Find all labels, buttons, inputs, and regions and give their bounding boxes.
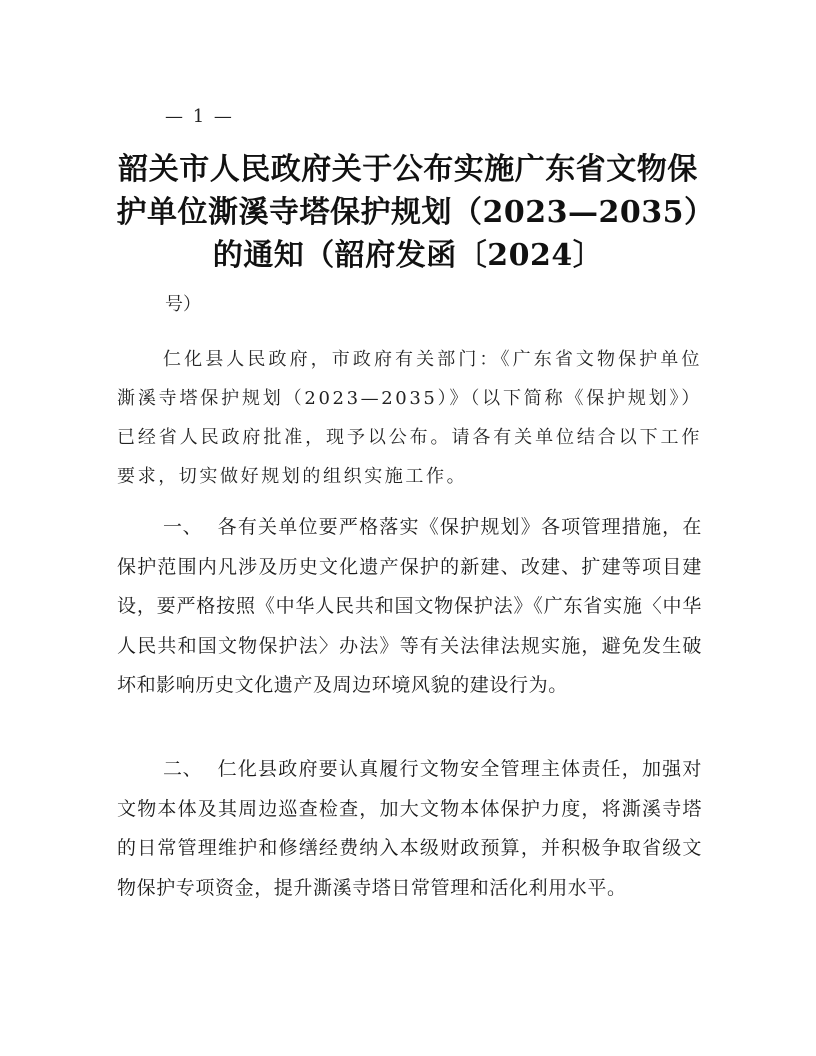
item-text: 仁化县政府要认真履行文物安全管理主体责任，加强对文物本体及其周边巡查检查，加大文物本体保护力度，将澌溪寺塔的日常管理维护和修缮经费纳入本级财政预算，并积极争取省级文物保护专项资金，提升澌溪寺塔日常管理和活化利用水平。 [117, 758, 702, 899]
page-number: — 1 — [165, 106, 234, 127]
document-title: 韶关市人民政府关于公布实施广东省文物保护单位澌溪寺塔保护规划（2023—2035）的通知（韶府发函〔2024〕 [116, 152, 700, 273]
document-title-tail: 号） [165, 294, 201, 315]
item-number: 一、 [163, 516, 203, 538]
list-item [117, 508, 702, 706]
item-number: 二、 [163, 758, 203, 780]
item-text: 各有关单位要严格落实《保护规划》各项管理措施，在保护范围内凡涉及历史文化遗产保护的新建、改建、扩建等项目建设，要严格按照《中华人民共和国文物保护法》《广东省实施〈中华人民共和国文物保护法〉办法》等有关法律法规实施，避免发生破坏和影响历史文化遗产及周边环境风貌的建设行为。 [117, 516, 702, 696]
list-item [117, 750, 702, 908]
intro-paragraph: 仁化县人民政府，市政府有关部门：《广东省文物保护单位澌溪寺塔保护规划（2023—2035）》（以下简称《保护规划》）已经省人民政府批准，现予以公布。请各有关单位结合以下工作要求，切实做好规划的组织实施工作。 [117, 349, 702, 487]
